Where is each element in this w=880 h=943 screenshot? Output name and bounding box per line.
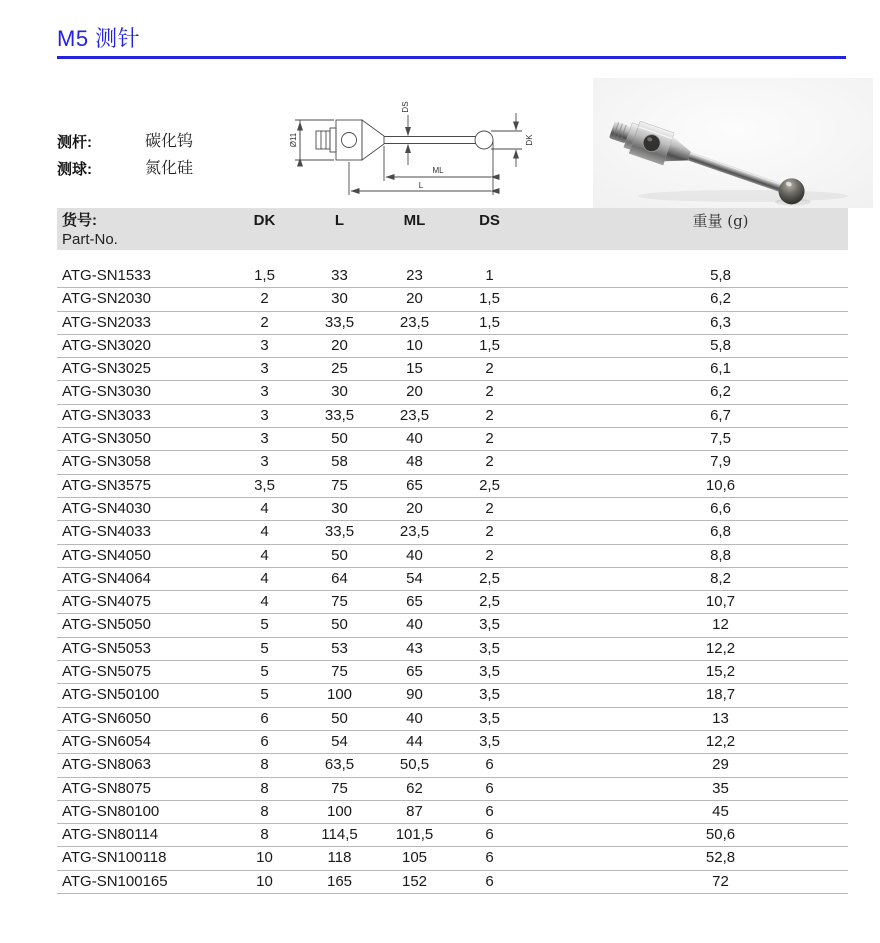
dk-cell: 8 — [260, 802, 269, 820]
ds-cell: 6 — [485, 779, 494, 797]
ml-cell: 90 — [406, 686, 423, 704]
table-row — [57, 778, 848, 801]
table-row — [57, 475, 848, 498]
weight-cell: 5,8 — [710, 267, 731, 284]
col-header-l: L — [334, 212, 345, 229]
dk-cell: 1,5 — [254, 267, 275, 284]
table-row — [57, 405, 848, 428]
ds-cell: 2 — [485, 523, 494, 541]
weight-cell: 6,2 — [710, 383, 731, 401]
table-row — [57, 568, 848, 591]
dim-label-l: L — [418, 181, 424, 190]
ml-cell: 20 — [406, 290, 423, 308]
ml-cell: 101,5 — [395, 826, 434, 844]
table-row — [57, 801, 848, 824]
l-cell: 30 — [331, 383, 348, 401]
stylus-dimension-drawing — [286, 93, 536, 198]
table-row — [57, 708, 848, 731]
table-header — [57, 208, 848, 250]
weight-cell: 7,9 — [710, 453, 731, 471]
ds-cell: 6 — [485, 826, 494, 844]
l-cell: 63,5 — [324, 756, 355, 774]
l-cell: 75 — [331, 476, 348, 494]
dim-label-ml: ML — [432, 166, 444, 175]
table-row — [57, 614, 848, 637]
part-number-cell: ATG-SN3030 — [62, 383, 151, 401]
table-row — [57, 381, 848, 404]
table-row — [57, 335, 848, 358]
l-cell: 50 — [331, 430, 348, 448]
table-row — [57, 545, 848, 568]
table-row — [57, 824, 848, 847]
l-cell: 50 — [331, 616, 348, 634]
dk-cell: 3 — [260, 360, 269, 378]
l-cell: 64 — [331, 569, 348, 587]
material-shaft-value: 碳化钨 — [145, 131, 194, 150]
table-row — [57, 312, 848, 335]
dk-cell: 4 — [260, 569, 269, 587]
part-number-cell: ATG-SN4033 — [62, 523, 151, 541]
weight-cell: 50,6 — [705, 826, 736, 844]
ml-cell: 20 — [406, 383, 423, 401]
weight-cell: 13 — [712, 709, 729, 727]
ml-cell: 54 — [406, 569, 423, 587]
ds-cell: 3,5 — [479, 686, 500, 704]
ds-cell: 2 — [485, 499, 494, 517]
dim-label-ds: DS — [401, 101, 410, 113]
part-number-cell: ATG-SN5050 — [62, 616, 151, 634]
l-cell: 165 — [326, 872, 353, 890]
col-header-dk: DK — [253, 212, 276, 229]
l-cell: 53 — [331, 639, 348, 657]
dk-cell: 5 — [260, 616, 269, 634]
part-number-cell: ATG-SN5075 — [62, 663, 151, 681]
page-title: M5 测针 — [57, 26, 141, 51]
part-number-cell: ATG-SN2030 — [62, 290, 151, 308]
table-row — [57, 451, 848, 474]
l-cell: 75 — [331, 663, 348, 681]
ds-cell: 3,5 — [479, 639, 500, 657]
weight-cell: 29 — [712, 756, 729, 774]
dk-cell: 6 — [260, 709, 269, 727]
part-number-cell: ATG-SN2033 — [62, 313, 151, 331]
dk-cell: 6 — [260, 732, 269, 750]
ds-cell: 2 — [485, 546, 494, 564]
l-cell: 58 — [331, 453, 348, 471]
weight-cell: 35 — [712, 779, 729, 797]
dk-cell: 5 — [260, 639, 269, 657]
ml-cell: 23 — [406, 267, 423, 284]
part-number-cell: ATG-SN50100 — [62, 686, 160, 704]
ds-cell: 6 — [485, 802, 494, 820]
table-row — [57, 847, 848, 870]
ds-cell: 3,5 — [479, 616, 500, 634]
weight-cell: 18,7 — [705, 686, 736, 704]
dk-cell: 4 — [260, 523, 269, 541]
table-row — [57, 428, 848, 451]
dim-label-dia: Ø11 — [289, 132, 298, 148]
ml-cell: 152 — [401, 872, 428, 890]
ds-cell: 1,5 — [479, 290, 500, 308]
material-ball-value: 氮化硅 — [145, 158, 194, 177]
weight-cell: 6,7 — [710, 406, 731, 424]
part-number-cell: ATG-SN8075 — [62, 779, 151, 797]
ml-cell: 10 — [406, 336, 423, 354]
l-cell: 33,5 — [324, 406, 355, 424]
weight-cell: 5,8 — [710, 336, 731, 354]
l-cell: 50 — [331, 546, 348, 564]
table-row — [57, 871, 848, 894]
part-number-cell: ATG-SN6050 — [62, 709, 151, 727]
dk-cell: 2 — [260, 290, 269, 308]
dk-cell: 3 — [260, 406, 269, 424]
dk-cell: 4 — [260, 593, 269, 611]
ds-cell: 2 — [485, 383, 494, 401]
weight-cell: 6,1 — [710, 360, 731, 378]
ds-cell: 2 — [485, 406, 494, 424]
l-cell: 20 — [331, 336, 348, 354]
weight-cell: 12 — [712, 616, 729, 634]
ds-cell: 6 — [485, 756, 494, 774]
ml-cell: 40 — [406, 546, 423, 564]
ds-cell: 2 — [485, 453, 494, 471]
dk-cell: 3 — [260, 336, 269, 354]
dk-cell: 4 — [260, 546, 269, 564]
table-row — [57, 661, 848, 684]
title-underline — [57, 56, 846, 59]
weight-cell: 6,6 — [710, 499, 731, 517]
weight-cell: 12,2 — [705, 639, 736, 657]
l-cell: 54 — [331, 732, 348, 750]
part-number-cell: ATG-SN5053 — [62, 639, 151, 657]
part-number-cell: ATG-SN6054 — [62, 732, 151, 750]
l-cell: 33,5 — [324, 313, 355, 331]
ds-cell: 2 — [485, 430, 494, 448]
ml-cell: 23,5 — [399, 523, 430, 541]
weight-cell: 6,8 — [710, 523, 731, 541]
part-number-cell: ATG-SN3033 — [62, 406, 151, 424]
ds-cell: 2,5 — [479, 569, 500, 587]
ml-cell: 44 — [406, 732, 423, 750]
table-row — [57, 288, 848, 311]
table-row — [57, 731, 848, 754]
col-header-part-en: Part-No. — [62, 231, 118, 248]
ds-cell: 6 — [485, 849, 494, 867]
col-header-part-zh: 货号: — [62, 212, 97, 229]
part-number-cell: ATG-SN100165 — [62, 872, 168, 890]
part-number-cell: ATG-SN8063 — [62, 756, 151, 774]
ml-cell: 15 — [406, 360, 423, 378]
dk-cell: 3,5 — [254, 476, 275, 494]
weight-cell: 10,7 — [705, 593, 736, 611]
ml-cell: 40 — [406, 616, 423, 634]
l-cell: 75 — [331, 779, 348, 797]
part-number-cell: ATG-SN4075 — [62, 593, 151, 611]
weight-cell: 6,3 — [710, 313, 731, 331]
ds-cell: 2,5 — [479, 476, 500, 494]
dk-cell: 2 — [260, 313, 269, 331]
part-number-cell: ATG-SN4050 — [62, 546, 151, 564]
part-number-cell: ATG-SN80114 — [62, 826, 159, 844]
weight-cell: 7,5 — [710, 430, 731, 448]
table-row — [57, 265, 848, 288]
table-row — [57, 638, 848, 661]
l-cell: 33,5 — [324, 523, 355, 541]
dk-cell: 10 — [256, 872, 273, 890]
dk-cell: 8 — [260, 756, 269, 774]
weight-cell: 52,8 — [705, 849, 736, 867]
material-ball-label: 测球: — [57, 161, 92, 178]
l-cell: 114,5 — [321, 826, 358, 844]
part-number-cell: ATG-SN80100 — [62, 802, 160, 820]
ml-cell: 23,5 — [399, 313, 430, 331]
table-row — [57, 591, 848, 614]
dk-cell: 5 — [260, 663, 269, 681]
table-row — [57, 684, 848, 707]
weight-cell: 45 — [712, 802, 729, 820]
weight-cell: 15,2 — [705, 663, 736, 681]
ml-cell: 40 — [406, 430, 423, 448]
l-cell: 100 — [326, 686, 353, 704]
ml-cell: 40 — [406, 709, 423, 727]
col-header-weight: 重量 (g) — [692, 212, 749, 230]
dk-cell: 10 — [256, 849, 273, 867]
ds-cell: 6 — [485, 872, 494, 890]
table-row — [57, 521, 848, 544]
ds-cell: 3,5 — [479, 663, 500, 681]
part-number-cell: ATG-SN3050 — [62, 430, 151, 448]
weight-cell: 72 — [712, 872, 729, 890]
weight-cell: 8,8 — [710, 546, 731, 564]
part-number-cell: ATG-SN3058 — [62, 453, 151, 471]
l-cell: 30 — [331, 290, 348, 308]
ml-cell: 43 — [406, 639, 423, 657]
part-number-cell: ATG-SN3020 — [62, 336, 151, 354]
ml-cell: 50,5 — [399, 756, 430, 774]
weight-cell: 12,2 — [705, 732, 736, 750]
part-number-cell: ATG-SN4064 — [62, 569, 151, 587]
ds-cell: 3,5 — [479, 732, 500, 750]
dk-cell: 8 — [260, 826, 269, 844]
ml-cell: 62 — [406, 779, 423, 797]
dk-cell: 4 — [260, 499, 269, 517]
dk-cell: 5 — [260, 686, 269, 704]
ml-cell: 48 — [406, 453, 423, 471]
weight-cell: 10,6 — [705, 476, 736, 494]
col-header-ds: DS — [479, 212, 500, 229]
ds-cell: 3,5 — [479, 709, 500, 727]
weight-cell: 6,2 — [710, 290, 731, 308]
ds-cell: 1,5 — [479, 313, 500, 331]
dk-cell: 3 — [260, 453, 269, 471]
part-number-cell: ATG-SN1533 — [62, 267, 151, 284]
l-cell: 33 — [331, 267, 348, 284]
dk-cell: 8 — [260, 779, 269, 797]
ml-cell: 23,5 — [399, 406, 430, 424]
table-header-row — [57, 211, 848, 231]
part-number-cell: ATG-SN4030 — [62, 499, 151, 517]
ml-cell: 20 — [406, 499, 423, 517]
table-row — [57, 498, 848, 521]
ml-cell: 65 — [406, 476, 423, 494]
stylus-product-photo — [593, 78, 873, 208]
table-row — [57, 358, 848, 381]
table-row — [57, 754, 848, 777]
l-cell: 100 — [326, 802, 353, 820]
l-cell: 50 — [331, 709, 348, 727]
dim-label-dk: DK — [525, 134, 534, 146]
l-cell: 30 — [331, 499, 348, 517]
ml-cell: 65 — [406, 663, 423, 681]
l-cell: 118 — [327, 849, 352, 867]
table-body — [57, 265, 848, 894]
part-number-cell: ATG-SN3025 — [62, 360, 151, 378]
ml-cell: 105 — [401, 849, 428, 867]
part-number-cell: ATG-SN3575 — [62, 476, 151, 494]
dk-cell: 3 — [260, 383, 269, 401]
dk-cell: 3 — [260, 430, 269, 448]
l-cell: 25 — [331, 360, 348, 378]
ds-cell: 1,5 — [479, 336, 500, 354]
ml-cell: 87 — [406, 802, 423, 820]
material-shaft-label: 测杆: — [57, 134, 92, 151]
ds-cell: 1 — [485, 267, 494, 284]
col-header-ml: ML — [403, 212, 426, 229]
weight-cell: 8,2 — [710, 569, 731, 587]
part-number-cell: ATG-SN100118 — [62, 849, 167, 867]
ds-cell: 2 — [485, 360, 494, 378]
l-cell: 75 — [331, 593, 348, 611]
ml-cell: 65 — [406, 593, 423, 611]
ds-cell: 2,5 — [479, 593, 500, 611]
